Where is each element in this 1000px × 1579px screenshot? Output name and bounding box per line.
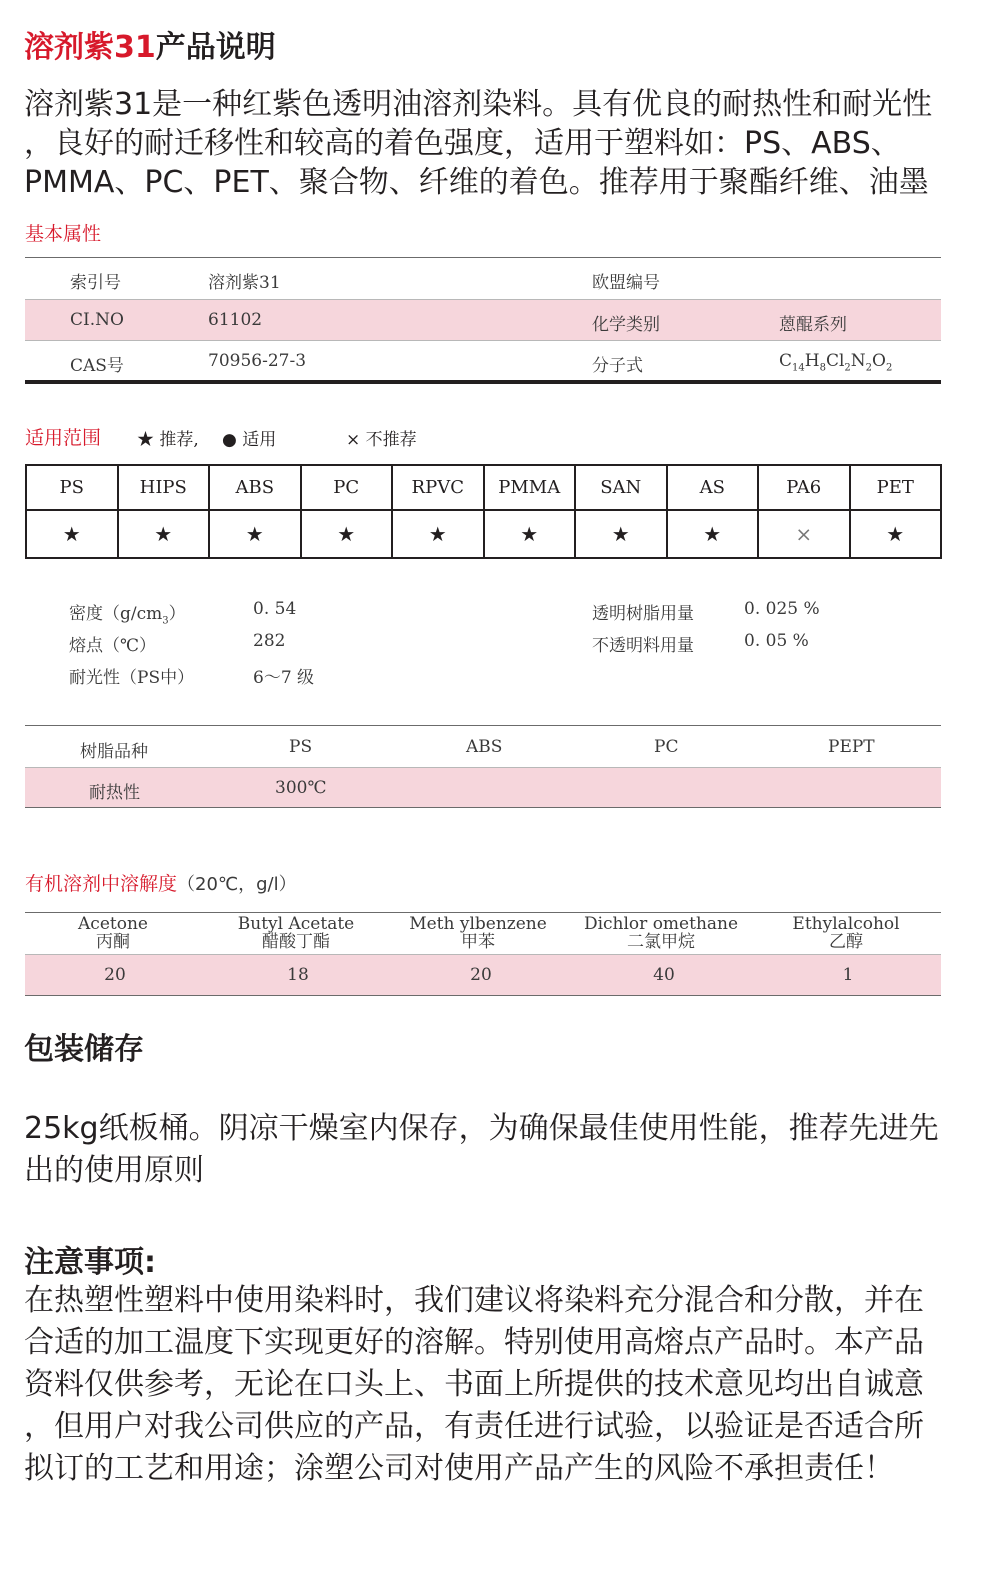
basic-cell: 化学类别 <box>592 315 660 335</box>
transparent-dosage-value: 0. 025 % <box>744 599 820 619</box>
solvent-header: Dichlor omethane 二氯甲烷 <box>583 914 739 952</box>
table-cell: AS <box>667 465 759 510</box>
melting-point-label: 熔点（℃） <box>69 636 157 656</box>
packaging-text <box>24 1108 939 1192</box>
legend-not-recommended: × 不推荐 <box>346 430 417 450</box>
opaque-dosage-label: 不透明料用量 <box>592 636 694 656</box>
table-cell: ABS <box>209 465 301 510</box>
table-cell: ★ <box>667 510 759 558</box>
basic-cell: 蒽醌系列 <box>779 315 847 335</box>
intro-line: ，良好的耐迁移性和较高的着色强度，适用于塑料如：PS、ABS、 <box>24 126 901 161</box>
solubility-label: 有机溶剂中溶解度 <box>25 873 178 895</box>
heat-header: PC <box>654 737 679 757</box>
solubility-unit: （20℃，g/l） <box>177 874 297 895</box>
solubility-divider <box>25 954 941 955</box>
application-value-row <box>26 510 941 558</box>
notes-line: ，但用户对我公司供应的产品，有责任进行试验，以验证是否适合所 <box>24 1409 924 1444</box>
table-cell: PC <box>301 465 393 510</box>
basic-cell: 溶剂紫31 <box>208 273 281 293</box>
scope-label: 适用范围 <box>25 427 102 449</box>
basic-cell: 70956-27-3 <box>208 351 307 371</box>
heat-table-bottom-rule <box>25 807 941 808</box>
solvent-header: Acetone 丙酮 <box>78 914 148 952</box>
heat-header: ABS <box>466 737 503 757</box>
table-cell: ★ <box>392 510 484 558</box>
solvent-header: Ethylalcohol 乙醇 <box>792 914 900 952</box>
solubility-value: 1 <box>842 965 854 985</box>
notes-line: 合适的加工温度下实现更好的溶解。特别使用高熔点产品时。本产品 <box>24 1325 924 1360</box>
intro-paragraph <box>24 85 964 202</box>
table-cell: ★ <box>209 510 301 558</box>
heat-row-label: 耐热性 <box>89 783 140 803</box>
packaging-line: 25kg纸板桶。阴凉干燥室内保存，为确保最佳使用性能，推荐先进先 <box>24 1111 939 1146</box>
basic-cell: 欧盟编号 <box>592 273 660 293</box>
opaque-dosage-value: 0. 05 % <box>744 631 809 651</box>
density-value: 0. 54 <box>253 599 297 619</box>
intro-line: 溶剂紫31是一种红紫色透明油溶剂染料。具有优良的耐热性和耐光性 <box>24 87 933 122</box>
transparent-dosage-label: 透明树脂用量 <box>592 604 694 624</box>
heat-value: 300℃ <box>275 778 327 798</box>
light-fastness-label: 耐光性（PS中） <box>69 668 195 688</box>
basic-cell: 61102 <box>208 310 263 330</box>
basic-properties-label: 基本属性 <box>25 223 102 245</box>
basic-table-bottom-rule <box>25 380 941 384</box>
solubility-top-rule <box>25 912 941 913</box>
table-cell: PS <box>26 465 118 510</box>
table-cell: PA6 <box>758 465 850 510</box>
basic-cell: 索引号 <box>70 273 121 293</box>
basic-cell: CI.NO <box>70 310 124 330</box>
basic-table-top-rule <box>25 257 941 258</box>
application-table <box>25 464 942 559</box>
density-label: 密度$(g/cm_3)$ <box>69 604 186 627</box>
heat-table-top-rule <box>25 725 941 726</box>
basic-cell: CAS号 <box>70 356 124 376</box>
notes-line: 在热塑性塑料中使用染料时，我们建议将染料充分混合和分散，并在 <box>24 1283 924 1318</box>
table-cell: × <box>758 510 850 558</box>
notes-line: 资料仅供参考，无论在口头上、书面上所提供的技术意见均出自诚意 <box>24 1367 924 1402</box>
table-cell: SAN <box>575 465 667 510</box>
legend-suitable: ● 适用 <box>222 430 277 450</box>
legend-recommended: ★ 推荐, <box>137 430 199 450</box>
heat-table-row-highlight <box>25 767 941 807</box>
intro-line: PMMA、PC、PET、聚合物、纤维的着色。推荐用于聚酯纤维、油墨 <box>24 165 929 200</box>
table-cell: HIPS <box>118 465 210 510</box>
page-title <box>24 22 276 66</box>
notes-line: 拟订的工艺和用途；涂塑公司对使用产品产生的风险不承担责任！ <box>24 1451 894 1486</box>
table-cell: ★ <box>484 510 576 558</box>
molecular-formula: $C_{14}H_8Cl_2N_2O_2$ <box>779 351 893 374</box>
solvent-header: Meth ylbenzene 甲苯 <box>409 914 547 952</box>
application-header-row <box>26 465 941 510</box>
packaging-heading: 包装储存 <box>24 1032 144 1067</box>
heat-table-divider <box>25 767 941 768</box>
basic-cell: 分子式 <box>592 356 643 376</box>
table-cell: ★ <box>850 510 942 558</box>
solubility-heading <box>25 869 297 896</box>
notes-text <box>24 1280 924 1490</box>
solubility-bottom-rule <box>25 995 941 996</box>
packaging-line: 出的使用原则 <box>24 1153 204 1188</box>
table-cell: ★ <box>118 510 210 558</box>
solvent-header: Butyl Acetate 醋酸丁酯 <box>237 914 355 952</box>
basic-table-divider <box>25 299 941 300</box>
solubility-value: 18 <box>287 965 309 985</box>
solubility-value: 20 <box>470 965 492 985</box>
table-cell: ★ <box>575 510 667 558</box>
basic-table-divider <box>25 340 941 341</box>
melting-point-value: 282 <box>253 631 286 651</box>
table-cell: ★ <box>26 510 118 558</box>
table-cell: RPVC <box>392 465 484 510</box>
table-cell: ★ <box>301 510 393 558</box>
heat-header: 树脂品种 <box>80 742 148 762</box>
heat-header: PS <box>289 737 313 757</box>
title-suffix: 产品说明 <box>155 30 276 65</box>
notes-heading: 注意事项: <box>24 1245 156 1280</box>
light-fastness-value: 6～7 级 <box>253 668 315 688</box>
heat-header: PEPT <box>828 737 875 757</box>
table-cell: PMMA <box>484 465 576 510</box>
title-product-name: 溶剂紫31 <box>24 30 156 65</box>
table-cell: PET <box>850 465 942 510</box>
solubility-value: 20 <box>104 965 126 985</box>
solubility-value: 40 <box>653 965 675 985</box>
